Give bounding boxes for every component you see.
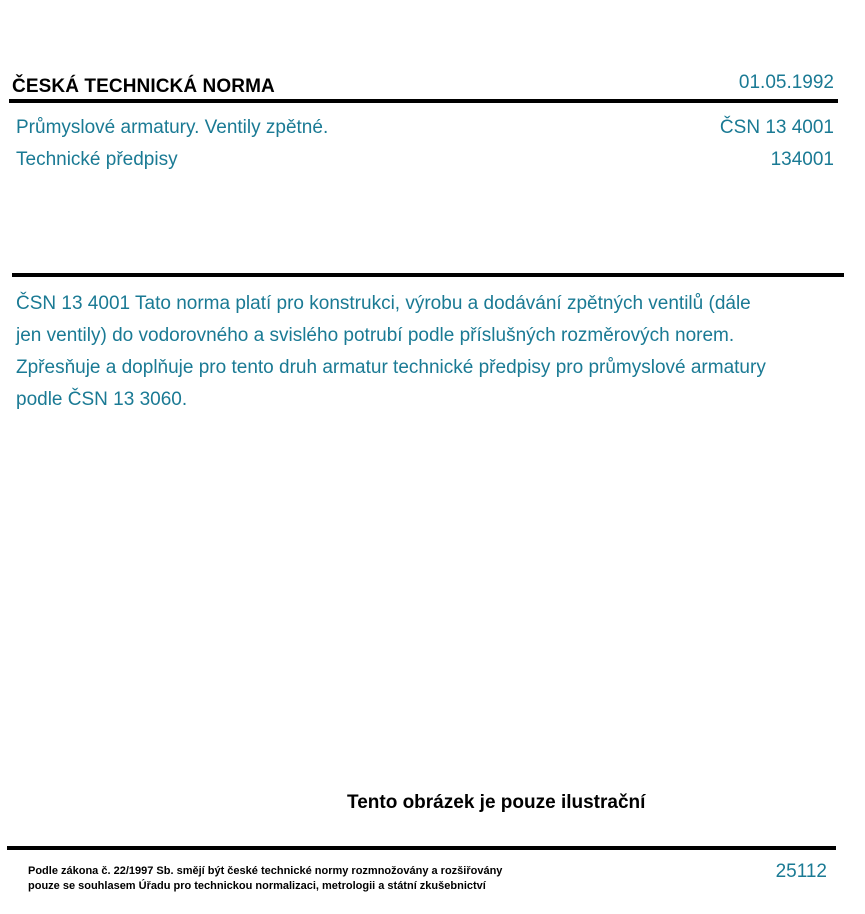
standard-code: ČSN 13 4001	[719, 117, 834, 138]
illustration-note: Tento obrázek je pouze ilustrační	[347, 792, 646, 813]
section-divider	[12, 273, 844, 277]
abstract-text: ČSN 13 4001 Tato norma platí pro konstrukci, výrobu a dodávání zpětných ventilů (dále jen ventily) do vodorovného a svislého potrubí podle příslušných rozměrových norem. Zpřesňuje a doplňuje pro tento druh armatur technické předpisy pro průmyslové armatury podle ČSN 13 3060.	[16, 293, 766, 410]
issue-date: 01.05.1992	[738, 72, 834, 93]
document-number: 25112	[775, 861, 827, 882]
header-divider	[9, 99, 838, 103]
document-header-title: ČESKÁ TECHNICKÁ NORMA	[12, 76, 275, 97]
standard-title-line2: Technické předpisy	[16, 149, 178, 170]
footer-divider	[7, 846, 836, 850]
legal-notice-line1: Podle zákona č. 22/1997 Sb. smějí být české technické normy rozmnožovány a rozšiřovány	[28, 865, 503, 877]
legal-notice-line2: pouze se souhlasem Úřadu pro technickou normalizaci, metrologii a státní zkušebnictví	[28, 880, 486, 892]
standard-title-line1: Průmyslové armatury. Ventily zpětné.	[16, 117, 329, 138]
legal-notice	[28, 864, 502, 894]
standard-class-number: 134001	[770, 149, 834, 170]
